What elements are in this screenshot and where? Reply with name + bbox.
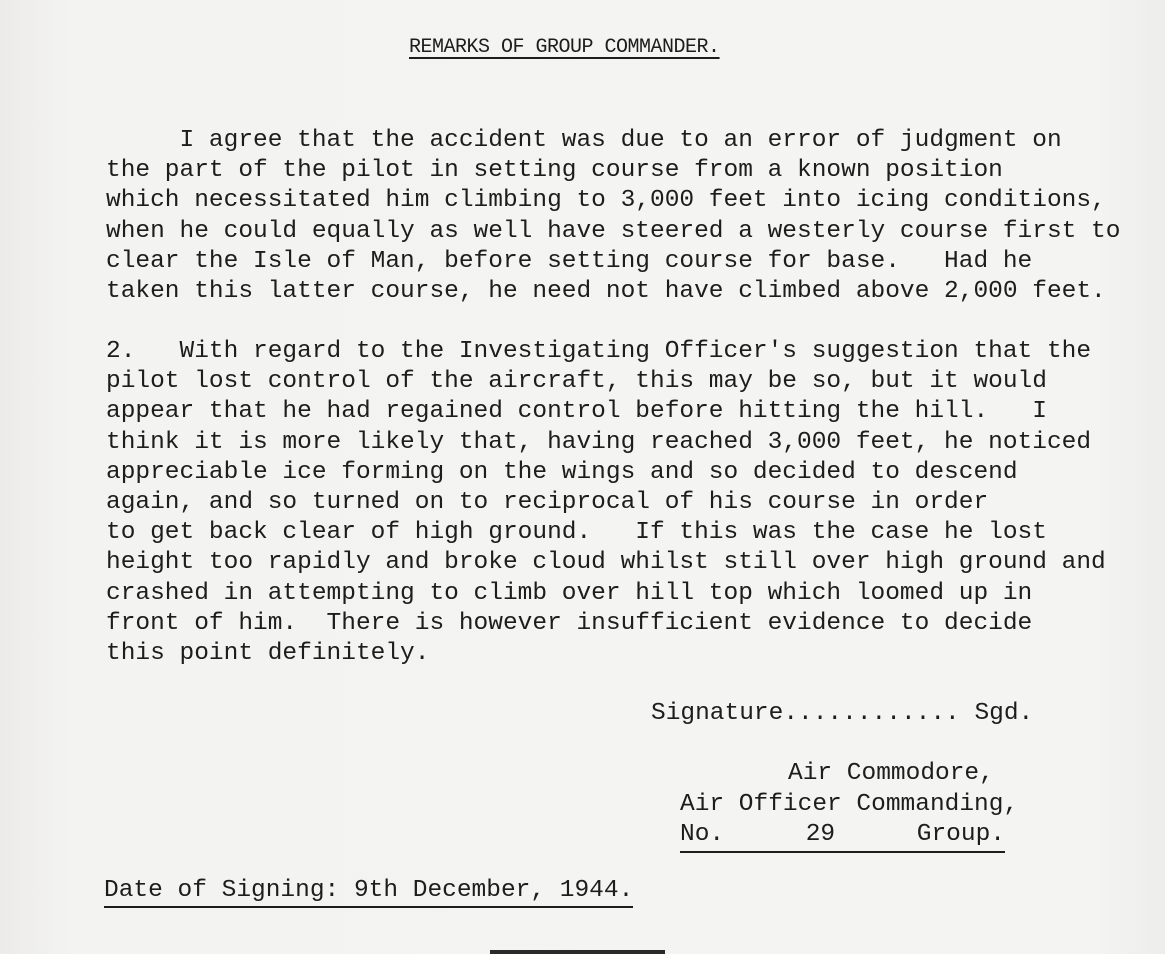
signatory-rank: Air Commodore, (788, 760, 994, 787)
paragraph-line: taken this latter course, he need not have climbed above 2,000 feet. (106, 277, 1106, 305)
document-title: REMARKS OF GROUP COMMANDER. (409, 36, 720, 59)
paragraph-line: think it is more likely that, having reached 3,000 feet, he noticed (106, 428, 1092, 456)
signatory-group (680, 820, 1005, 853)
paragraph-line: again, and so turned on to reciprocal of his course in order (106, 488, 989, 516)
paragraph-line: height too rapidly and broke cloud whilst still over high ground and (106, 549, 1106, 577)
group-suffix: Group. (916, 821, 1005, 848)
paragraph-line: to get back clear of high ground. If this was the case he lost (106, 519, 1047, 547)
signature-line: Signature............ Sgd. (651, 700, 1034, 727)
paragraph-line: 2. With regard to the Investigating Officer's suggestion that the (106, 338, 1092, 365)
paragraph-line: clear the Isle of Man, before setting course for base. Had he (106, 247, 1033, 275)
paragraph-line: I agree that the accident was due to an error of judgment on (106, 127, 1062, 154)
group-number: 29 (805, 821, 836, 848)
paragraph-line: pilot lost control of the aircraft, this may be so, but it would (106, 368, 1047, 396)
date-of-signing: Date of Signing: 9th December, 1944. (104, 876, 633, 908)
paragraph-line: crashed in attempting to climb over hill top which loomed up in (106, 579, 1033, 607)
signatory-appointment: Air Officer Commanding, (680, 791, 1019, 818)
paragraph-2 (106, 337, 1106, 669)
paragraph-line: when he could equally as well have steered a westerly course first to (106, 217, 1121, 245)
group-label: No. (680, 821, 725, 848)
paragraph-line: appear that he had regained control before hitting the hill. I (106, 398, 1047, 426)
signatory-block (680, 758, 1018, 853)
page-edge-mark (490, 950, 665, 954)
paragraph-line: which necessitated him climbing to 3,000 feet into icing conditions, (106, 187, 1106, 215)
paragraph-1 (106, 126, 1120, 307)
paragraph-line: front of him. There is however insufficient evidence to decide (106, 609, 1033, 637)
paragraph-line: the part of the pilot in setting course from a known position (106, 157, 1003, 185)
paragraph-line: this point definitely. (106, 639, 430, 667)
paragraph-line: appreciable ice forming on the wings and so decided to descend (106, 458, 1018, 486)
